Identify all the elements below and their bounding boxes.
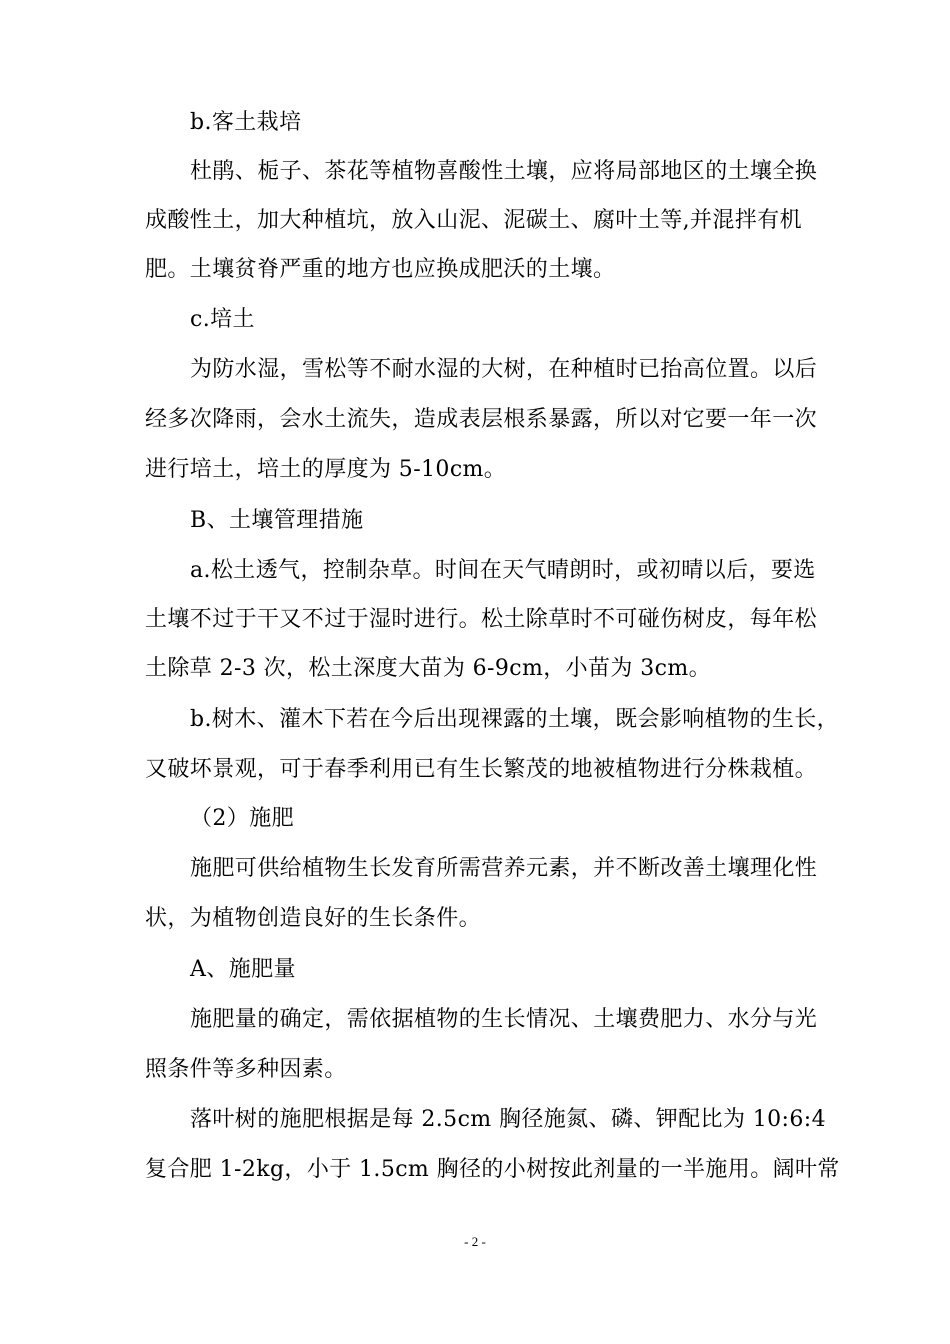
paragraph-line: 土除草 2-3 次，松土深度大苗为 6-9cm，小苗为 3cm。 — [145, 656, 711, 681]
paragraph-line: 土壤不过于干又不过于湿时进行。松土除草时不可碰伤树皮，每年松 — [145, 607, 818, 632]
paragraph-line: 施肥可供给植物生长发育所需营养元素，并不断改善土壤理化性 — [190, 856, 818, 881]
paragraph-line: a.松土透气，控制杂草。时间在天气晴朗时，或初晴以后，要选 — [190, 558, 816, 583]
section-heading-fertilizing: （2）施肥 — [190, 806, 294, 831]
paragraph-line: b.树木、灌木下若在今后出现裸露的土壤，既会影响植物的生长， — [190, 707, 840, 732]
paragraph-line: 成酸性土，加大种植坑，放入山泥、泥碳土、腐叶土等,并混拌有机 — [145, 208, 802, 233]
paragraph-line: 照条件等多种因素。 — [145, 1057, 347, 1082]
paragraph-line: 肥。土壤贫脊严重的地方也应换成肥沃的土壤。 — [145, 257, 616, 282]
paragraph-line: 落叶树的施肥根据是每 2.5cm 胸径施氮、磷、钾配比为 10:6:4 — [190, 1107, 826, 1132]
paragraph-line: 经多次降雨，会水土流失，造成表层根系暴露，所以对它要一年一次 — [145, 407, 818, 432]
page-number: - 2 - — [464, 1234, 486, 1249]
subheading-soil-replacement: b.客土栽培 — [190, 110, 302, 135]
paragraph-line: 杜鹃、栀子、茶花等植物喜酸性土壤，应将局部地区的土壤全换 — [190, 159, 818, 184]
subheading-fertilizer-amount: A、施肥量 — [190, 957, 296, 982]
paragraph-line: 为防水湿，雪松等不耐水湿的大树，在种植时已抬高位置。以后 — [190, 357, 818, 382]
paragraph-line: 施肥量的确定，需依据植物的生长情况、土壤费肥力、水分与光 — [190, 1007, 818, 1032]
paragraph-line: 又破坏景观，可于春季利用已有生长繁茂的地被植物进行分株栽植。 — [145, 757, 818, 782]
paragraph-line: 复合肥 1-2kg，小于 1.5cm 胸径的小树按此剂量的一半施用。阔叶常 — [145, 1157, 840, 1182]
subheading-earthing-up: c.培土 — [190, 307, 255, 332]
paragraph-line: 进行培土，培土的厚度为 5-10cm。 — [145, 457, 507, 482]
subheading-soil-management: B、土壤管理措施 — [190, 508, 364, 533]
paragraph-line: 状，为植物创造良好的生长条件。 — [145, 906, 482, 931]
